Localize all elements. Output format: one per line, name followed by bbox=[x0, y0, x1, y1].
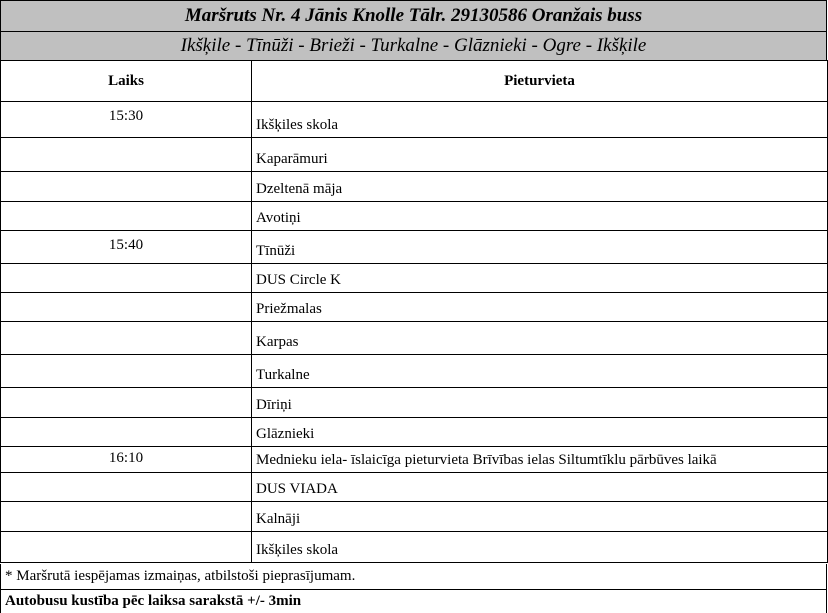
row-time bbox=[1, 502, 252, 532]
row-stop: Avotiņi bbox=[252, 202, 828, 231]
row-time: 15:40 bbox=[1, 231, 252, 264]
route-title: Maršruts Nr. 4 Jānis Knolle Tālr. 29130586 Oranžais buss bbox=[0, 0, 827, 32]
row-stop: Ikšķiles skola bbox=[252, 102, 828, 138]
route-stops-summary: Ikšķile - Tīnūži - Brieži - Turkalne - Glāznieki - Ogre - Ikšķile bbox=[0, 31, 827, 61]
row-stop: DUS VIADA bbox=[252, 473, 828, 502]
row-stop: DUS Circle K bbox=[252, 264, 828, 293]
row-stop: Karpas bbox=[252, 322, 828, 355]
row-stop: Dzeltenā māja bbox=[252, 172, 828, 202]
table-row bbox=[1, 138, 828, 172]
row-time bbox=[1, 473, 252, 502]
row-time bbox=[1, 322, 252, 355]
table-row bbox=[1, 418, 828, 447]
table-row bbox=[1, 532, 828, 563]
row-time bbox=[1, 264, 252, 293]
table-row bbox=[1, 355, 828, 388]
row-time: 16:10 bbox=[1, 447, 252, 473]
table-row bbox=[1, 388, 828, 418]
row-stop: Kaparāmuri bbox=[252, 138, 828, 172]
table-row bbox=[1, 231, 828, 264]
row-time bbox=[1, 418, 252, 447]
column-header-stop: Pieturvieta bbox=[252, 61, 828, 102]
row-stop: Glāznieki bbox=[252, 418, 828, 447]
table-row bbox=[1, 264, 828, 293]
row-time bbox=[1, 138, 252, 172]
row-stop: Kalnāji bbox=[252, 502, 828, 532]
table-row bbox=[1, 322, 828, 355]
row-stop: Dīriņi bbox=[252, 388, 828, 418]
table-row bbox=[1, 102, 828, 138]
row-stop: Ikšķiles skola bbox=[252, 532, 828, 563]
table-row bbox=[1, 473, 828, 502]
row-time bbox=[1, 388, 252, 418]
row-stop: Mednieku iela- īslaicīga pieturvieta Brīvības ielas Siltumtīklu pārbūves laikā bbox=[252, 447, 828, 473]
table-row bbox=[1, 293, 828, 322]
table-header-row bbox=[1, 61, 828, 102]
row-stop: Priežmalas bbox=[252, 293, 828, 322]
table-row bbox=[1, 447, 828, 473]
schedule-change-note: * Maršrutā iespējamas izmaiņas, atbilstoši pieprasījumam. bbox=[0, 564, 827, 590]
row-time bbox=[1, 532, 252, 563]
row-stop: Tīnūži bbox=[252, 231, 828, 264]
schedule-table bbox=[0, 60, 828, 563]
row-time bbox=[1, 202, 252, 231]
row-time: 15:30 bbox=[1, 102, 252, 138]
timing-tolerance-note: Autobusu kustība pēc laiksa sarakstā +/- 3min bbox=[0, 589, 827, 613]
table-row bbox=[1, 172, 828, 202]
table-row bbox=[1, 202, 828, 231]
table-row bbox=[1, 502, 828, 532]
row-time bbox=[1, 172, 252, 202]
column-header-time: Laiks bbox=[1, 61, 252, 102]
row-stop: Turkalne bbox=[252, 355, 828, 388]
row-time bbox=[1, 293, 252, 322]
row-time bbox=[1, 355, 252, 388]
